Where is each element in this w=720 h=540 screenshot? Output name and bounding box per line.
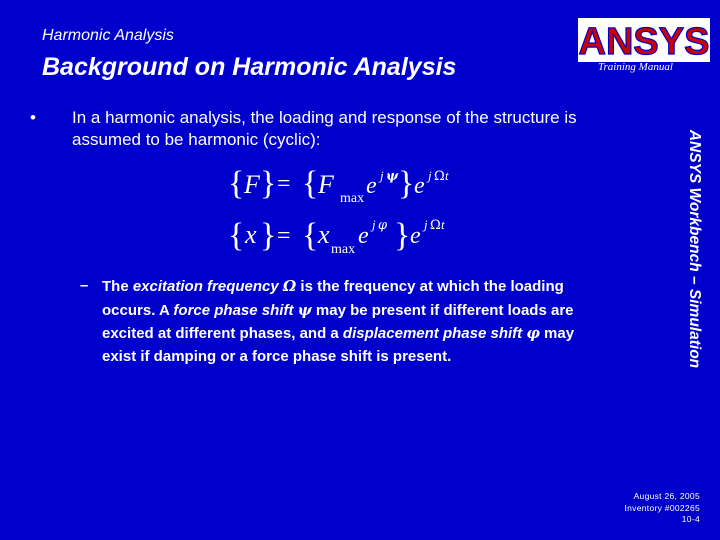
svg-text:max: max [340,191,365,206]
sub-bullet-text [102,275,610,368]
omega-symbol: Ω [282,277,297,295]
svg-text:j: j [424,217,428,232]
term-force-phase-shift: force phase shift [173,301,294,319]
svg-text:x: x [245,220,257,249]
text-part: is the frequency at which the loading occurs. A [102,278,564,319]
term-excitation-frequency: excitation frequency [132,278,279,295]
svg-text:{: { [302,165,319,202]
text-part: may exist if damping or a force phase shift is present. [102,325,575,365]
svg-text:j: j [380,168,384,183]
svg-text:}: } [260,165,277,202]
svg-text:j: j [372,217,376,232]
footer-page-number: 10-4 [681,514,700,524]
vertical-product-title-text: ANSYS Workbench – Simulation [686,129,704,369]
svg-text:=: = [277,223,291,249]
training-manual-label: Training Manual [598,61,673,73]
equation-force [228,165,449,206]
svg-text:{: { [228,165,245,202]
slide-title: Background on Harmonic Analysis [42,53,457,81]
svg-text:max: max [331,242,356,257]
svg-text:F: F [244,170,260,199]
svg-text:}: } [398,165,415,202]
vertical-product-title [668,90,720,408]
bullet-text: In a harmonic analysis, the loading and response of the structure is assumed to be harmonic (cyclic): [72,108,577,149]
svg-text:e: e [410,223,421,249]
svg-text:=: = [277,171,291,197]
svg-text:}: } [260,217,277,254]
svg-text:Ω: Ω [434,169,445,184]
svg-text:F: F [318,170,334,199]
text-part: may be present if different loads are excited at different phases, and a [102,301,574,342]
ansys-logo [578,18,710,62]
svg-text:{: { [302,217,319,254]
footer-date: August 26, 2005 [633,491,700,501]
svg-text:e: e [414,173,425,199]
svg-text:}: } [394,217,411,254]
text-part: The [102,278,133,295]
svg-text:Ω: Ω [430,218,441,233]
psi-symbol: ψ [297,300,312,319]
section-title: Harmonic Analysis [42,27,174,44]
svg-text:{: { [228,217,245,254]
ansys-logo-text: ANSYS [578,21,710,62]
bullet-item [28,107,628,151]
harmonic-equations [228,158,488,258]
svg-text:e: e [358,223,369,249]
bullet-mark: • [30,108,36,127]
phi-symbol: φ [526,324,540,342]
term-displacement-phase-shift: displacement phase shift [342,325,523,342]
svg-text:e: e [366,173,377,199]
footer-inventory: Inventory #002265 [624,502,700,513]
svg-text:φ: φ [378,218,388,233]
svg-text:t: t [441,217,445,232]
equation-displacement [228,217,445,257]
sub-bullet-item [80,275,610,368]
svg-text:x: x [318,220,330,249]
svg-text:ψ: ψ [386,169,399,184]
svg-text:t: t [445,168,449,183]
svg-text:j: j [428,168,432,183]
footer-info [624,491,700,526]
sub-bullet-dash: – [80,277,89,294]
